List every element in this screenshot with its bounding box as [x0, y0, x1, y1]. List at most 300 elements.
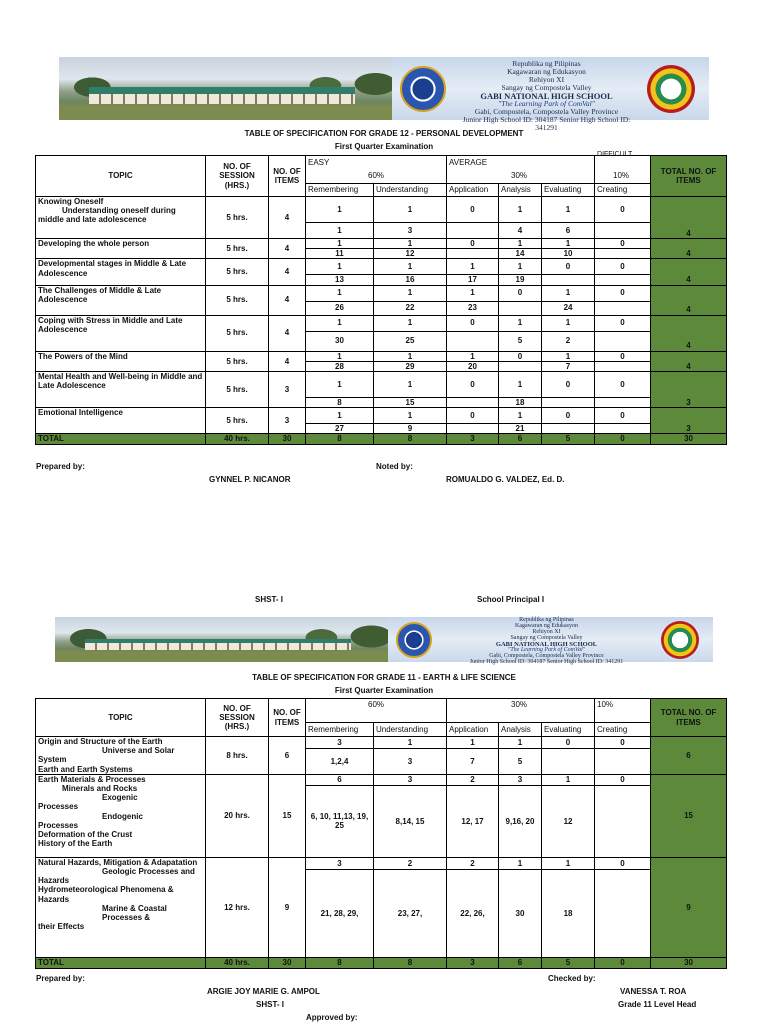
header-evaluating: Evaluating	[542, 723, 595, 737]
total-hrs: 40 hrs.	[206, 434, 269, 444]
session-hrs-cell: 5 hrs.	[206, 285, 269, 315]
topic-line: Developing the whole person	[38, 239, 150, 248]
letterhead-line: Republika ng Pilipinas	[512, 59, 581, 68]
table2-total-row	[36, 957, 727, 968]
header-application: Application	[447, 723, 499, 737]
header-average-pct: 30%	[511, 700, 528, 709]
topic-line: Hazards	[38, 894, 70, 904]
item-count-cell: 1	[374, 239, 447, 249]
item-number-cell: 19	[499, 275, 542, 285]
header-creating: Creating	[595, 184, 651, 197]
item-number-cell: 12	[374, 249, 447, 259]
table1-body	[36, 197, 727, 434]
header-difficult-pct: 10%	[597, 700, 614, 709]
item-number-cell: 11	[306, 249, 374, 259]
topic-row	[36, 197, 727, 223]
letterhead-line: Rehiyon XI	[528, 74, 565, 84]
header-easy-pct: 60%	[368, 171, 385, 180]
item-count-cell: 2	[374, 857, 447, 869]
item-count-cell: 1	[374, 371, 447, 397]
topic-line: middle and late adolescence	[38, 215, 147, 225]
item-number-cell	[447, 424, 499, 434]
total-label: TOTAL	[36, 434, 206, 444]
session-hrs-cell: 5 hrs.	[206, 351, 269, 371]
item-count-cell: 1	[499, 259, 542, 275]
item-count-cell: 1	[542, 197, 595, 223]
topic-line: Minerals and Rocks	[62, 783, 138, 793]
items-cell: 4	[269, 197, 306, 239]
topic-row	[36, 408, 727, 424]
header-total-items: TOTAL NO. OF ITEMS	[651, 156, 727, 197]
item-count-cell: 0	[447, 371, 499, 397]
topic-line: Geologic Processes and	[102, 866, 195, 876]
item-count-cell: 0	[542, 371, 595, 397]
header-analysis: Analysis	[499, 184, 542, 197]
checked-by-label: Checked by:	[548, 974, 596, 983]
total-value: 8	[374, 434, 447, 444]
item-number-cell	[499, 301, 542, 315]
topic-line: Earth Materials & Processes	[38, 774, 146, 784]
total-grand: 30	[651, 957, 727, 968]
topic-line: The Challenges of Middle & Late Adolescence	[38, 285, 162, 304]
item-number-cell: 23	[447, 301, 499, 315]
item-number-cell: 12, 17	[447, 785, 499, 857]
item-number-cell	[595, 301, 651, 315]
topic-row	[36, 774, 727, 785]
topic-cell	[36, 408, 206, 434]
school-name: GABI NATIONAL HIGH SCHOOL	[495, 640, 598, 648]
item-count-cell: 1	[306, 408, 374, 424]
item-number-cell	[447, 331, 499, 351]
header-topic: TOPIC	[36, 699, 206, 737]
school-ids: Junior High School ID: 304187 Senior High School ID: 341291	[469, 658, 624, 665]
total-items-cell: 4	[651, 351, 727, 371]
item-count-cell: 0	[595, 285, 651, 301]
item-count-cell: 1	[447, 737, 499, 749]
item-number-cell	[542, 424, 595, 434]
item-count-cell: 0	[447, 408, 499, 424]
topic-row	[36, 315, 727, 331]
item-count-cell: 1	[542, 351, 595, 361]
total-items-cell: 4	[651, 197, 727, 239]
session-hrs-cell: 5 hrs.	[206, 371, 269, 407]
topic-line: History of the Earth	[38, 839, 113, 849]
header-difficult-pct: 10%	[613, 171, 630, 180]
items-cell: 3	[269, 408, 306, 434]
total-value: 3	[447, 957, 499, 968]
topic-cell	[36, 737, 206, 775]
item-number-cell	[595, 223, 651, 239]
header-easy	[306, 156, 447, 184]
item-count-cell: 1	[374, 737, 447, 749]
item-count-cell: 3	[306, 737, 374, 749]
item-count-cell: 1	[306, 371, 374, 397]
letterhead-line: Republika ng Pilipinas	[519, 617, 574, 623]
topic-cell	[36, 857, 206, 957]
item-count-cell: 0	[499, 285, 542, 301]
letterhead-line: Sangay ng Compostela Valley	[510, 634, 583, 641]
items-cell: 3	[269, 371, 306, 407]
total-items-cell: 9	[651, 857, 727, 957]
session-hrs-cell: 5 hrs.	[206, 197, 269, 239]
item-number-cell: 3	[374, 748, 447, 774]
deped-seal-icon	[400, 66, 446, 112]
item-count-cell: 1	[447, 285, 499, 301]
total-value: 0	[595, 434, 651, 444]
items-cell: 4	[269, 351, 306, 371]
item-count-cell: 0	[447, 239, 499, 249]
items-cell: 4	[269, 239, 306, 259]
header-items: NO. OF ITEMS	[269, 699, 306, 737]
total-value: 6	[499, 957, 542, 968]
item-number-cell	[595, 748, 651, 774]
header-items: NO. OF ITEMS	[269, 156, 306, 197]
checker-name: VANESSA T. ROA	[620, 987, 687, 996]
item-number-cell: 4	[499, 223, 542, 239]
item-count-cell: 1	[542, 774, 595, 785]
item-count-cell: 3	[306, 857, 374, 869]
item-count-cell: 1	[374, 315, 447, 331]
items-cell: 9	[269, 857, 306, 957]
total-value: 5	[542, 434, 595, 444]
table1-subtitle: First Quarter Examination	[334, 142, 434, 151]
item-count-cell: 1	[374, 259, 447, 275]
school-address: Gabi, Compostela, Compostela Valley Province	[474, 107, 619, 117]
topic-cell	[36, 351, 206, 371]
total-value: 3	[447, 434, 499, 444]
item-number-cell	[595, 785, 651, 857]
header-easy-pct: 60%	[368, 700, 385, 709]
item-count-cell: 1	[499, 737, 542, 749]
total-value: 6	[499, 434, 542, 444]
total-items-cell: 3	[651, 371, 727, 407]
session-hrs-cell: 12 hrs.	[206, 857, 269, 957]
topic-line: Marine & Coastal Processes &	[102, 903, 167, 922]
item-number-cell	[542, 275, 595, 285]
item-number-cell: 18	[499, 397, 542, 407]
item-count-cell: 1	[306, 315, 374, 331]
session-hrs-cell: 5 hrs.	[206, 259, 269, 285]
header-session: NO. OF SESSION (HRS.)	[206, 699, 269, 737]
item-number-cell: 5	[499, 748, 542, 774]
header-average-label: AVERAGE	[449, 158, 488, 167]
item-number-cell	[447, 397, 499, 407]
item-count-cell: 1	[542, 315, 595, 331]
topic-line: Hazards	[38, 876, 70, 886]
preparer-name-1: GYNNEL P. NICANOR	[209, 475, 291, 484]
item-count-cell: 0	[499, 351, 542, 361]
item-count-cell: 0	[595, 774, 651, 785]
school-motto: "The Learning Park of ComVal"	[507, 646, 586, 653]
topic-line: Natural Hazards, Mitigation & Adapatation	[38, 857, 198, 867]
topic-row	[36, 857, 727, 869]
item-count-cell: 1	[306, 239, 374, 249]
item-number-cell: 8	[306, 397, 374, 407]
preparer-position-2: SHST- I	[256, 1000, 285, 1009]
item-number-cell: 30	[306, 331, 374, 351]
item-count-cell: 6	[306, 774, 374, 785]
item-count-cell: 1	[447, 259, 499, 275]
item-number-cell: 18	[542, 869, 595, 957]
item-count-cell: 1	[374, 197, 447, 223]
item-count-cell: 0	[595, 857, 651, 869]
item-count-cell: 0	[595, 371, 651, 397]
topic-cell	[36, 259, 206, 285]
item-number-cell: 7	[447, 748, 499, 774]
item-number-cell: 21	[499, 424, 542, 434]
item-number-cell	[542, 397, 595, 407]
table1-specification	[35, 151, 727, 445]
topic-line: System	[38, 755, 67, 765]
item-count-cell: 0	[595, 351, 651, 361]
header-application: Application	[447, 184, 499, 197]
topic-row	[36, 371, 727, 397]
letterhead-line: Rehiyon XI	[532, 628, 561, 635]
header-average	[447, 699, 595, 723]
item-count-cell: 1	[499, 857, 542, 869]
item-count-cell: 1	[306, 285, 374, 301]
item-count-cell: 1	[306, 259, 374, 275]
principal-position: School Principal I	[477, 595, 545, 604]
item-count-cell: 1	[499, 239, 542, 249]
item-number-cell: 29	[374, 361, 447, 371]
topic-row	[36, 737, 727, 749]
item-number-cell: 5	[499, 331, 542, 351]
topic-cell	[36, 371, 206, 407]
topic-line: Emotional Intelligence	[38, 408, 123, 418]
topic-line: Processes	[38, 802, 79, 812]
header-remembering: Remembering	[306, 184, 374, 197]
school-seal-icon	[661, 621, 699, 659]
item-number-cell: 17	[447, 275, 499, 285]
preparer-position-1: SHST- I	[255, 595, 284, 604]
total-items-cell: 4	[651, 239, 727, 259]
school-building-photo	[59, 57, 392, 120]
header-average	[447, 156, 595, 184]
item-count-cell: 0	[595, 737, 651, 749]
item-count-cell: 1	[374, 351, 447, 361]
total-items: 30	[269, 434, 306, 444]
item-number-cell: 22	[374, 301, 447, 315]
total-items-cell: 15	[651, 774, 727, 857]
item-number-cell: 12	[542, 785, 595, 857]
item-number-cell	[595, 424, 651, 434]
table1-total-row	[36, 434, 727, 444]
item-count-cell: 0	[447, 315, 499, 331]
item-number-cell: 3	[374, 223, 447, 239]
deped-seal-icon	[396, 622, 432, 658]
header-total-items: TOTAL NO. OF ITEMS	[651, 699, 727, 737]
item-number-cell: 7	[542, 361, 595, 371]
item-count-cell: 2	[447, 774, 499, 785]
item-count-cell: 1	[374, 285, 447, 301]
session-hrs-cell: 5 hrs.	[206, 239, 269, 259]
item-count-cell: 0	[595, 239, 651, 249]
table1-title: TABLE OF SPECIFICATION FOR GRADE 12 - PERSONAL DEVELOPMENT	[244, 129, 524, 138]
items-cell: 4	[269, 285, 306, 315]
item-number-cell	[595, 249, 651, 259]
letterhead-text	[450, 618, 643, 665]
item-count-cell: 0	[595, 197, 651, 223]
header-topic: TOPIC	[36, 156, 206, 197]
item-number-cell: 28	[306, 361, 374, 371]
item-count-cell: 1	[499, 315, 542, 331]
item-count-cell: 3	[374, 774, 447, 785]
total-value: 8	[306, 957, 374, 968]
item-number-cell: 15	[374, 397, 447, 407]
item-number-cell: 20	[447, 361, 499, 371]
total-items: 30	[269, 957, 306, 968]
item-number-cell	[447, 223, 499, 239]
school-motto: "The Learning Park of ComVal"	[498, 99, 595, 109]
total-items-cell: 4	[651, 259, 727, 285]
item-count-cell: 1	[306, 197, 374, 223]
topic-row	[36, 351, 727, 361]
letterhead-line: Sangay ng Compostela Valley	[501, 82, 592, 92]
topic-cell	[36, 774, 206, 857]
item-count-cell: 1	[499, 408, 542, 424]
total-value: 8	[374, 957, 447, 968]
item-count-cell: 1	[374, 408, 447, 424]
item-number-cell: 1,2,4	[306, 748, 374, 774]
item-number-cell: 13	[306, 275, 374, 285]
letterhead-banner-1	[59, 57, 709, 133]
item-number-cell: 22, 26,	[447, 869, 499, 957]
item-number-cell: 2	[542, 331, 595, 351]
item-number-cell: 14	[499, 249, 542, 259]
header-easy-label: EASY	[308, 158, 330, 167]
total-items-cell: 3	[651, 408, 727, 434]
topic-line: Universe and Solar	[102, 746, 175, 756]
header-creating: Creating	[595, 723, 651, 737]
item-number-cell: 8,14, 15	[374, 785, 447, 857]
item-number-cell: 27	[306, 424, 374, 434]
topic-line: Earth and Earth Systems	[38, 764, 133, 774]
topic-cell	[36, 239, 206, 259]
item-number-cell	[542, 748, 595, 774]
item-count-cell: 1	[306, 351, 374, 361]
header-difficult	[595, 151, 651, 184]
total-value: 0	[595, 957, 651, 968]
header-difficult	[595, 699, 651, 723]
item-number-cell: 6, 10, 11,13, 19, 25	[306, 785, 374, 857]
total-items-cell: 4	[651, 315, 727, 351]
header-average-pct: 30%	[511, 171, 528, 180]
item-count-cell: 3	[499, 774, 542, 785]
total-items-cell: 4	[651, 285, 727, 315]
topic-line: Understanding oneself during	[62, 206, 176, 216]
item-number-cell: 9,16, 20	[499, 785, 542, 857]
item-count-cell: 0	[542, 259, 595, 275]
topic-row	[36, 259, 727, 275]
topic-line: Origin and Structure of the Earth	[38, 737, 163, 746]
topic-line: Coping with Stress in Middle and Late Adolescence	[38, 315, 183, 334]
topic-line: Developmental stages in Middle & Late Adolescence	[38, 259, 187, 278]
topic-row	[36, 239, 727, 249]
header-easy	[306, 699, 447, 723]
item-count-cell: 0	[542, 737, 595, 749]
item-count-cell: 1	[499, 197, 542, 223]
noted-by-label: Noted by:	[376, 462, 413, 471]
approved-by-label: Approved by:	[306, 1013, 358, 1022]
total-label: TOTAL	[36, 957, 206, 968]
school-seal-icon	[647, 65, 695, 113]
session-hrs-cell: 20 hrs.	[206, 774, 269, 857]
item-count-cell: 1	[447, 351, 499, 361]
items-cell: 6	[269, 737, 306, 775]
session-hrs-cell: 8 hrs.	[206, 737, 269, 775]
school-building-photo	[55, 617, 388, 662]
header-difficult-label: DIFFICULT	[597, 151, 633, 158]
total-grand: 30	[651, 434, 727, 444]
header-understanding: Understanding	[374, 184, 447, 197]
total-value: 8	[306, 434, 374, 444]
letterhead-seal-area	[388, 617, 713, 665]
items-cell: 4	[269, 315, 306, 351]
header-understanding: Understanding	[374, 723, 447, 737]
topic-line: their Effects	[38, 922, 85, 932]
item-number-cell: 30	[499, 869, 542, 957]
item-number-cell: 1	[306, 223, 374, 239]
letterhead-text	[454, 60, 639, 132]
header-remembering: Remembering	[306, 723, 374, 737]
header-evaluating: Evaluating	[542, 184, 595, 197]
school-ids: Junior High School ID: 304187 Senior High School ID: 341291	[462, 115, 631, 133]
item-count-cell: 0	[595, 408, 651, 424]
item-number-cell: 24	[542, 301, 595, 315]
checker-position: Grade 11 Level Head	[618, 1000, 697, 1009]
item-number-cell	[595, 331, 651, 351]
item-number-cell	[499, 361, 542, 371]
principal-name: ROMUALDO G. VALDEZ, Ed. D.	[446, 475, 565, 484]
topic-row	[36, 285, 727, 301]
topic-cell	[36, 197, 206, 239]
total-items-cell: 6	[651, 737, 727, 775]
total-hrs: 40 hrs.	[206, 957, 269, 968]
topic-cell	[36, 285, 206, 315]
topic-line: Exogenic	[102, 793, 138, 803]
item-number-cell	[595, 275, 651, 285]
table2-title: TABLE OF SPECIFICATION FOR GRADE 11 - EARTH & LIFE SCIENCE	[252, 673, 516, 682]
school-address: Gabi, Compostela, Compostela Valley Province	[489, 652, 604, 659]
topic-line: Endogenic	[102, 811, 143, 821]
item-number-cell: 23, 27,	[374, 869, 447, 957]
item-count-cell: 1	[542, 239, 595, 249]
header-analysis: Analysis	[499, 723, 542, 737]
letterhead-banner-2	[55, 617, 713, 665]
topic-line: Knowing Oneself	[38, 197, 104, 206]
item-number-cell: 25	[374, 331, 447, 351]
table2-specification	[35, 698, 727, 969]
letterhead-line: Kagawaran ng Edukasyon	[507, 66, 586, 76]
item-count-cell: 1	[542, 285, 595, 301]
item-count-cell: 0	[542, 408, 595, 424]
table2-subtitle: First Quarter Examination	[334, 686, 434, 695]
topic-cell	[36, 315, 206, 351]
item-number-cell: 6	[542, 223, 595, 239]
prepared-by-label-1: Prepared by:	[36, 462, 85, 471]
header-session: NO. OF SESSION (HRS.)	[206, 156, 269, 197]
letterhead-line: Kagawaran ng Edukasyon	[515, 622, 578, 629]
item-count-cell: 1	[542, 857, 595, 869]
prepared-by-label-2: Prepared by:	[36, 974, 85, 983]
item-number-cell	[595, 869, 651, 957]
table2-body	[36, 737, 727, 958]
item-count-cell: 1	[499, 371, 542, 397]
total-value: 5	[542, 957, 595, 968]
topic-line: The Powers of the Mind	[38, 351, 128, 361]
item-number-cell	[595, 397, 651, 407]
